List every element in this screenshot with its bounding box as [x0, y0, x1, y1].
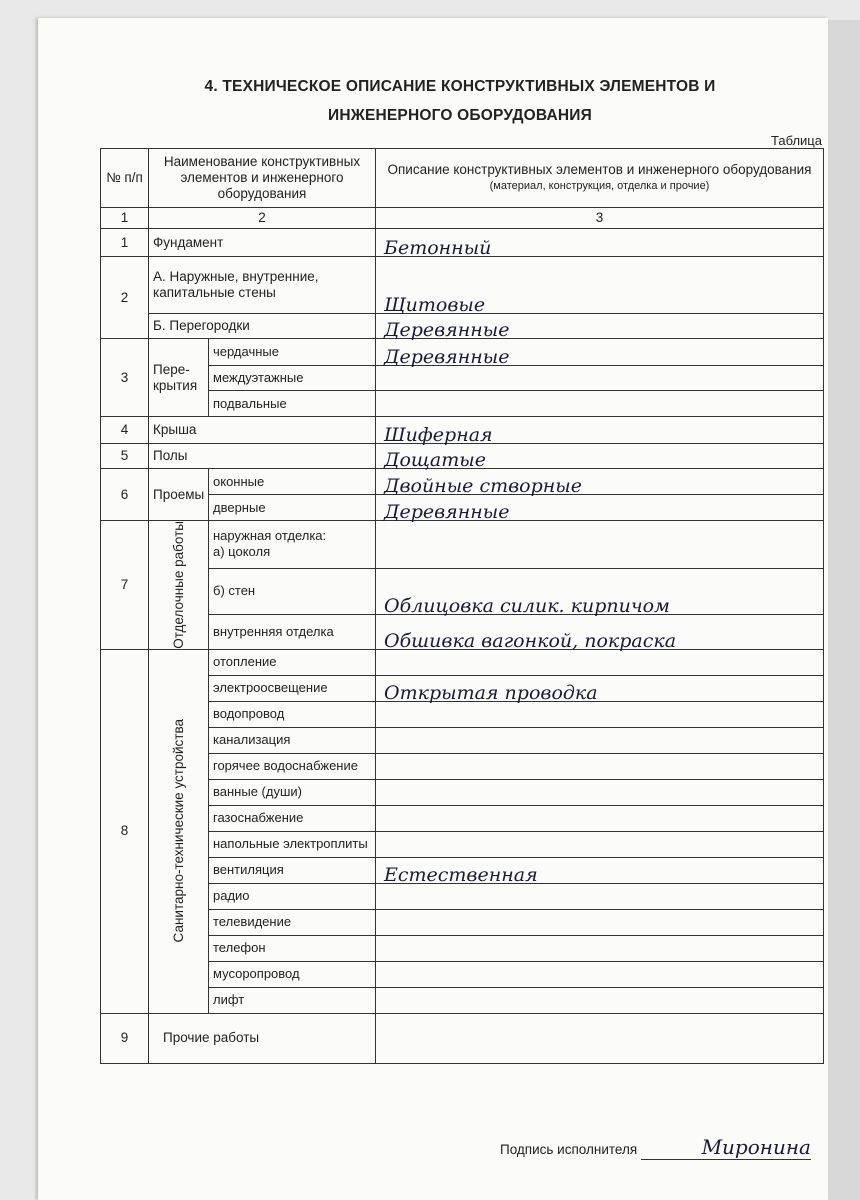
row-value	[376, 909, 824, 935]
row-value: Деревянные	[376, 495, 824, 521]
row-number: 3	[101, 339, 149, 417]
row-value	[376, 649, 824, 675]
row-name: отопление	[209, 649, 376, 675]
table-row	[101, 961, 824, 987]
table-row	[101, 229, 824, 257]
header-number: № п/п	[101, 149, 149, 208]
group-label	[149, 339, 209, 417]
row-value: Открытая проводка	[376, 675, 824, 701]
row-name: лифт	[209, 987, 376, 1013]
row-value	[376, 831, 824, 857]
table-row	[101, 935, 824, 961]
scan-edge	[826, 20, 860, 1200]
table-row	[101, 469, 824, 495]
row-value: Дощатые	[376, 444, 824, 469]
table-row	[101, 857, 824, 883]
row-value	[376, 753, 824, 779]
row-value: Обшивка вагонкой, покраска	[376, 614, 824, 649]
signature: Миронина	[641, 1135, 811, 1160]
row-name: водопровод	[209, 701, 376, 727]
row-name: вентиляция	[209, 857, 376, 883]
row-value	[376, 391, 824, 417]
group-label-text: Пере-крытия	[153, 361, 198, 393]
row-number: 2	[101, 257, 149, 339]
row-number: 9	[101, 1013, 149, 1063]
table-row	[101, 987, 824, 1013]
table-row	[101, 909, 824, 935]
column-number: 1	[101, 208, 149, 229]
table-row	[101, 314, 824, 339]
group-label-text: Отделочные работы	[170, 521, 186, 649]
row-name: телевидение	[209, 909, 376, 935]
table-row	[101, 883, 824, 909]
table-row	[101, 727, 824, 753]
row-name: Б. Перегородки	[149, 314, 376, 339]
row-value	[376, 521, 824, 569]
row-name: оконные	[209, 469, 376, 495]
row-name: Полы	[149, 444, 376, 469]
row-name: телефон	[209, 935, 376, 961]
row-name: напольные электроплиты	[209, 831, 376, 857]
row-number: 7	[101, 521, 149, 650]
header-name: Наименование конструктивных элементов и инженерного оборудования	[149, 149, 376, 208]
row-value	[376, 935, 824, 961]
row-value	[376, 987, 824, 1013]
row-name: А. Наружные, внутренние, капитальные стены	[149, 257, 376, 314]
header-description-sub: (материал, конструкция, отделка и прочие)	[489, 180, 710, 192]
row-number: 8	[101, 649, 149, 1013]
row-number: 5	[101, 444, 149, 469]
row-name: Прочие работы	[149, 1013, 376, 1063]
row-name: газоснабжение	[209, 805, 376, 831]
row-name: Фундамент	[149, 229, 376, 257]
table-row	[101, 339, 824, 366]
row-name: мусоропровод	[209, 961, 376, 987]
signature-label: Подпись исполнителя	[500, 1142, 638, 1157]
table-row	[101, 753, 824, 779]
group-label	[149, 521, 209, 650]
column-number: 3	[376, 208, 824, 229]
row-value: Деревянные	[376, 339, 824, 366]
row-name: радио	[209, 883, 376, 909]
row-value	[376, 366, 824, 391]
table-row	[101, 831, 824, 857]
description-table	[100, 148, 824, 1064]
row-value: Деревянные	[376, 314, 824, 339]
table-row	[101, 568, 824, 614]
table-row	[101, 495, 824, 521]
row-value	[376, 1013, 824, 1063]
row-value	[376, 727, 824, 753]
row-name: чердачные	[209, 339, 376, 366]
page-title	[100, 72, 820, 130]
signature-block	[500, 1135, 811, 1160]
row-value: Облицовка силик. кирпичом	[376, 568, 824, 614]
group-label	[149, 649, 209, 1013]
row-name: канализация	[209, 727, 376, 753]
table-row	[101, 366, 824, 391]
table-row	[101, 1013, 824, 1063]
title-line-2: ИНЖЕНЕРНОГО ОБОРУДОВАНИЯ	[328, 107, 592, 124]
row-value	[376, 701, 824, 727]
row-name: наружная отделка: а) цоколя	[209, 521, 376, 569]
row-value: Шиферная	[376, 417, 824, 444]
group-label	[149, 469, 209, 521]
table-row	[101, 701, 824, 727]
title-line-1: 4. ТЕХНИЧЕСКОЕ ОПИСАНИЕ КОНСТРУКТИВНЫХ ЭЛЕМЕНТОВ И	[204, 78, 716, 95]
row-value	[376, 883, 824, 909]
row-name: внутренняя отделка	[209, 614, 376, 649]
table-row	[101, 805, 824, 831]
group-label-text: Проемы	[153, 486, 205, 502]
row-value	[376, 961, 824, 987]
row-value: Двойные створные	[376, 469, 824, 495]
row-value	[376, 805, 824, 831]
table-row	[101, 417, 824, 444]
row-name: междуэтажные	[209, 366, 376, 391]
table-row	[101, 675, 824, 701]
row-value: Бетонный	[376, 229, 824, 257]
row-name: горячее водоснабжение	[209, 753, 376, 779]
row-value	[376, 779, 824, 805]
row-name: подвальные	[209, 391, 376, 417]
table-row	[101, 521, 824, 569]
row-name: электроосвещение	[209, 675, 376, 701]
row-value: Щитовые	[376, 257, 824, 314]
row-name: Крыша	[149, 417, 376, 444]
table-row	[101, 779, 824, 805]
table-row	[101, 257, 824, 314]
row-number: 1	[101, 229, 149, 257]
row-value: Естественная	[376, 857, 824, 883]
table-row	[101, 614, 824, 649]
column-number: 2	[149, 208, 376, 229]
group-label-text: Санитарно-технические устройства	[170, 719, 186, 943]
row-number: 4	[101, 417, 149, 444]
row-name: дверные	[209, 495, 376, 521]
header-description	[376, 149, 824, 208]
table-row	[101, 444, 824, 469]
row-name: б) стен	[209, 568, 376, 614]
header-description-text: Описание конструктивных элементов и инженерного оборудования	[387, 162, 812, 177]
table-row	[101, 391, 824, 417]
row-name: ванные (души)	[209, 779, 376, 805]
table-row	[101, 649, 824, 675]
row-number: 6	[101, 469, 149, 521]
table-label: Таблица	[771, 133, 822, 148]
